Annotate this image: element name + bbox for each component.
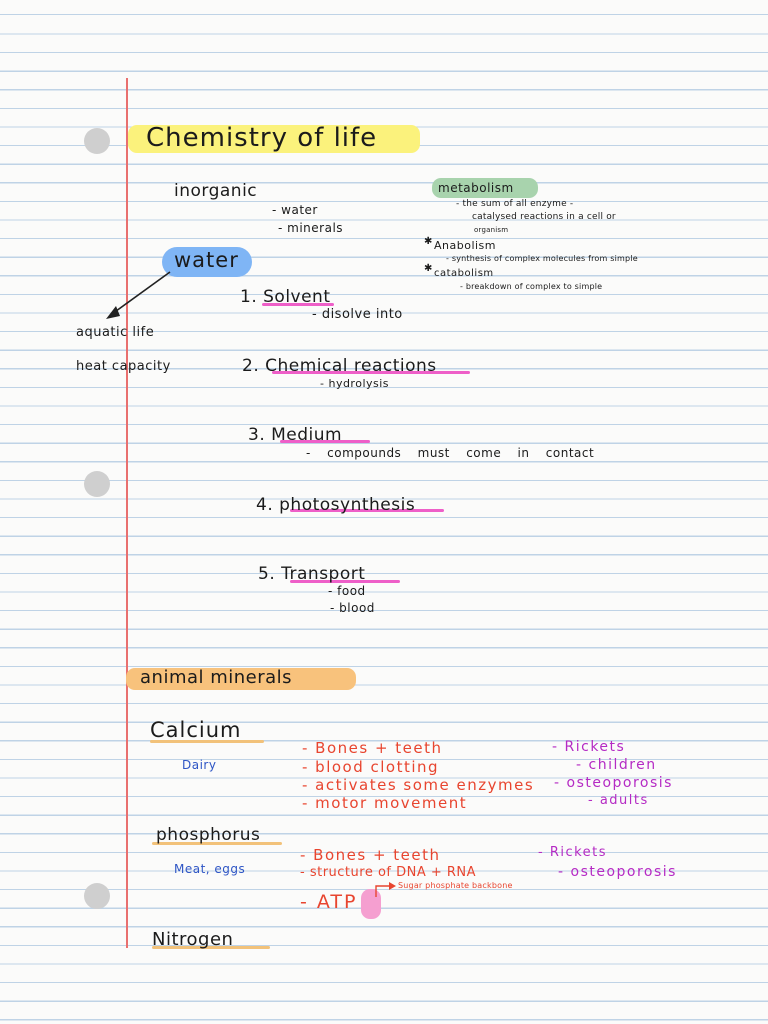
water-label: water — [174, 248, 239, 272]
heat-capacity-note: heat capacity — [76, 359, 171, 374]
water-role-title: 2. Chemical reactions — [242, 356, 437, 376]
calcium-deficiency: - osteoporosis — [554, 775, 673, 791]
water-role-note: - compounds must come in contact — [306, 446, 595, 460]
metabolism-definition: organism — [474, 226, 509, 234]
water-role-note: - food — [328, 584, 366, 598]
catabolism-label: catabolism — [434, 268, 494, 279]
anabolism-label: Anabolism — [434, 239, 497, 252]
phosphorus-use: - structure of DNA + RNA — [300, 865, 477, 880]
aquatic-life-note: aquatic life — [76, 325, 155, 340]
calcium-deficiency: - Rickets — [552, 739, 626, 755]
calcium-use: - Bones + teeth — [302, 739, 443, 757]
catabolism-definition: - breakdown of complex to simple — [460, 282, 603, 291]
inorganic-item: - water — [272, 203, 318, 217]
water-role-title: 3. Medium — [248, 425, 343, 445]
water-role-note: - hydrolysis — [320, 377, 390, 390]
page-title: Chemistry of life — [146, 123, 378, 153]
water-role-title: 1. Solvent — [240, 287, 331, 307]
metabolism-definition: - the sum of all enzyme - — [456, 199, 574, 209]
calcium-deficiency: - children — [576, 757, 657, 773]
atp-note-arrow — [376, 882, 396, 897]
inorganic-heading: inorganic — [174, 181, 258, 201]
phosphorus-deficiency: - osteoporosis — [558, 864, 677, 880]
water-role-title: 5. Transport — [258, 564, 366, 584]
water-role-title: 4. photosynthesis — [256, 495, 416, 515]
phosphorus-deficiency: - Rickets — [538, 845, 608, 860]
phosphorus-name: phosphorus — [156, 825, 261, 845]
calcium-use: - blood clotting — [302, 758, 440, 776]
water-role-note: - blood — [330, 601, 375, 615]
catabolism-bullet-icon: ✱ — [424, 263, 433, 274]
water-to-aquatic-arrow — [106, 272, 170, 319]
metabolism-heading: metabolism — [438, 181, 514, 195]
metabolism-definition: catalysed reactions in a cell or — [472, 212, 616, 222]
calcium-deficiency: - adults — [588, 793, 649, 808]
phosphorus-use-atp: - ATP — [300, 891, 358, 913]
calcium-use: - activates some enzymes — [302, 776, 535, 794]
anabolism-bullet-icon: ✱ — [424, 236, 433, 247]
atp-note: Sugar phosphate backbone — [398, 881, 513, 890]
anabolism-definition: - synthesis of complex molecules from simple — [446, 254, 638, 263]
calcium-source: Dairy — [182, 758, 217, 772]
calcium-use: - motor movement — [302, 794, 468, 812]
calcium-name: Calcium — [150, 718, 242, 742]
inorganic-item: - minerals — [278, 221, 344, 235]
nitrogen-name: Nitrogen — [152, 929, 234, 950]
phosphorus-use: - Bones + teeth — [300, 846, 441, 864]
phosphorus-source: Meat, eggs — [174, 862, 246, 876]
water-role-note: - disolve into — [312, 307, 403, 322]
minerals-heading: animal minerals — [140, 667, 293, 688]
